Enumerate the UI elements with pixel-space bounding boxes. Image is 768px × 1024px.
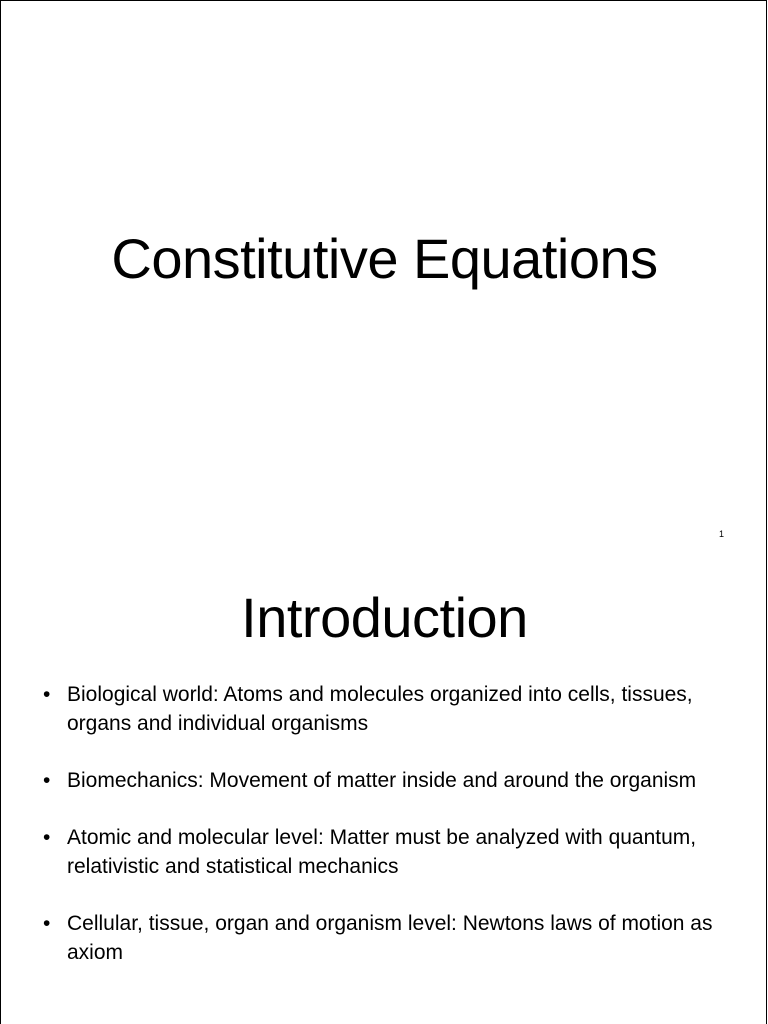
bullet-dot-icon: •	[43, 912, 51, 935]
bullet-text: Cellular, tissue, organ and organism level: Newtons laws of motion as axiom	[67, 912, 713, 964]
bullet-text: Atomic and molecular level: Matter must be analyzed with quantum, relativistic and statistical mechanics	[67, 826, 697, 878]
slide-2	[0, 576, 767, 1024]
bullet-item	[43, 909, 713, 967]
bullet-item	[43, 823, 713, 881]
bullet-text: Biomechanics: Movement of matter inside and around the organism	[67, 769, 697, 792]
bullet-item	[43, 766, 713, 795]
bullet-dot-icon: •	[43, 769, 51, 792]
slide-title: Introduction	[241, 586, 528, 649]
bullet-text: Biological world: Atoms and molecules organized into cells, tissues, organs and individual organisms	[67, 683, 693, 735]
bullet-dot-icon: •	[43, 826, 51, 849]
bullet-list	[43, 680, 713, 995]
page-number: 1	[719, 529, 725, 539]
bullet-dot-icon: •	[43, 683, 51, 706]
bullet-item	[43, 680, 713, 738]
slide-title: Constitutive Equations	[111, 227, 658, 290]
